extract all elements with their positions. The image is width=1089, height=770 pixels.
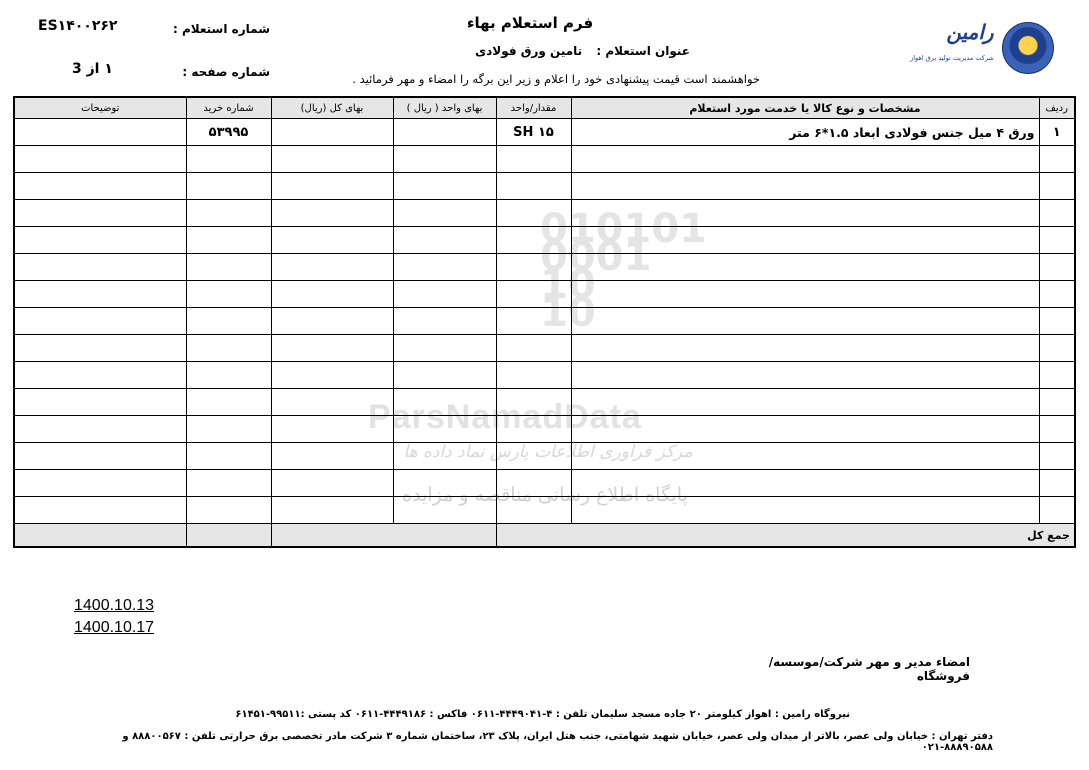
instruction-note: خواهشمند است قیمت پیشنهادی خود را اعلام و زیر این برگه را امضاء و مهر فرمائید . xyxy=(352,72,760,86)
page-number-label: شماره صفحه : xyxy=(182,65,270,79)
watermark-digits: 010101 0001 10 10 xyxy=(540,206,707,336)
company-logo-icon xyxy=(1002,22,1054,74)
table-row-empty xyxy=(14,227,1075,254)
logo-name: رامین xyxy=(946,20,994,44)
table-row-empty xyxy=(14,470,1075,497)
date-end: 1400.10.17 xyxy=(74,619,155,636)
watermark-tagline: مرکز فرآوری اطلاعات پارس نماد داده ها xyxy=(403,442,693,462)
watermark-brand: ParsNamadData xyxy=(368,398,642,436)
total-empty-cell xyxy=(14,524,186,548)
inquiry-number-label: شماره استعلام : xyxy=(173,22,270,36)
header-quantity: مقدار/واحد xyxy=(496,97,571,119)
table-row-empty xyxy=(14,443,1075,470)
logo-tagline: شرکت مدیریت تولید برق اهواز xyxy=(910,54,994,62)
header-total-price: بهای کل (ریال) xyxy=(271,97,393,119)
inquiry-number-value: ES۱۴۰۰۲۶۲ xyxy=(38,18,118,34)
cell-quantity[interactable]: ۱۵ SH xyxy=(496,119,571,146)
header-purchase-number: شماره خرید xyxy=(186,97,271,119)
table-header-row xyxy=(14,97,1075,119)
date-start: 1400.10.13 xyxy=(74,597,155,614)
table-row-empty xyxy=(14,335,1075,362)
footer-address-plant: نیروگاه رامین : اهواز کیلومتر ۲۰ جاده مسجد سلیمان تلفن : ۴-۴۴۴۹۰۴۱-۰۶۱۱ فاکس : ۴۴۴۹۱۸۶-۰۶۱۱ کد پستی :۹۹۵۱۱-۶۱۴۵۱ xyxy=(235,709,850,720)
cell-specs[interactable]: ورق ۴ میل جنس فولادی ابعاد ۱.۵*۶ متر xyxy=(571,119,1039,146)
cell-total-price[interactable] xyxy=(271,119,393,146)
table-row-empty xyxy=(14,200,1075,227)
table-row-empty xyxy=(14,254,1075,281)
inquiry-table xyxy=(13,96,1076,548)
signature-label: امضاء مدیر و مهر شرکت/موسسه/فروشگاه xyxy=(768,655,970,683)
header-specs: مشخصات و نوع کالا یا خدمت مورد استعلام xyxy=(571,97,1039,119)
table-total-row xyxy=(14,524,1075,548)
table-row-empty xyxy=(14,146,1075,173)
form-title: فرم استعلام بهاء xyxy=(466,14,594,32)
footer-address-tehran: دفتر تهران : خیابان ولی عصر، بالاتر از میدان ولی عصر، خیابان شهید شهامتی، جنب هتل ایران، پلاک ۲۳، ساختمان شماره ۳ شرکت مادر تخصصی برق حرارتی تلفن : ۸۸۸۰۰۵۶۷ و ۸۸۸۹۰۵۸۸-۰۲۱ xyxy=(122,731,993,753)
header-row-number: ردیف xyxy=(1039,97,1075,119)
total-empty-cell xyxy=(186,524,271,548)
table-row-empty xyxy=(14,497,1075,524)
table-row-empty xyxy=(14,308,1075,335)
total-label: جمع کل xyxy=(496,524,1075,548)
cell-purchase-number: ۵۳۹۹۵ xyxy=(186,119,271,146)
table-row xyxy=(14,119,1075,146)
watermark-subtitle: پایگاه اطلاع رسانی مناقصه و مزایده xyxy=(402,484,688,506)
table-row-empty xyxy=(14,362,1075,389)
table-row-empty xyxy=(14,389,1075,416)
table-row-empty xyxy=(14,416,1075,443)
header-unit-price: بهای واحد ( ریال ) xyxy=(393,97,496,119)
inquiry-subject-value: تامین ورق فولادی xyxy=(475,44,583,58)
page-number-value: ۱ از 3 xyxy=(72,61,113,77)
table-row-empty xyxy=(14,173,1075,200)
table-row-empty xyxy=(14,281,1075,308)
total-value[interactable] xyxy=(271,524,496,548)
cell-row-number: ۱ xyxy=(1039,119,1075,146)
header-notes: توضیحات xyxy=(14,97,186,119)
inquiry-subject xyxy=(470,44,690,58)
cell-unit-price[interactable] xyxy=(393,119,496,146)
inquiry-subject-label: عنوان استعلام : xyxy=(596,44,690,58)
cell-notes[interactable] xyxy=(14,119,186,146)
